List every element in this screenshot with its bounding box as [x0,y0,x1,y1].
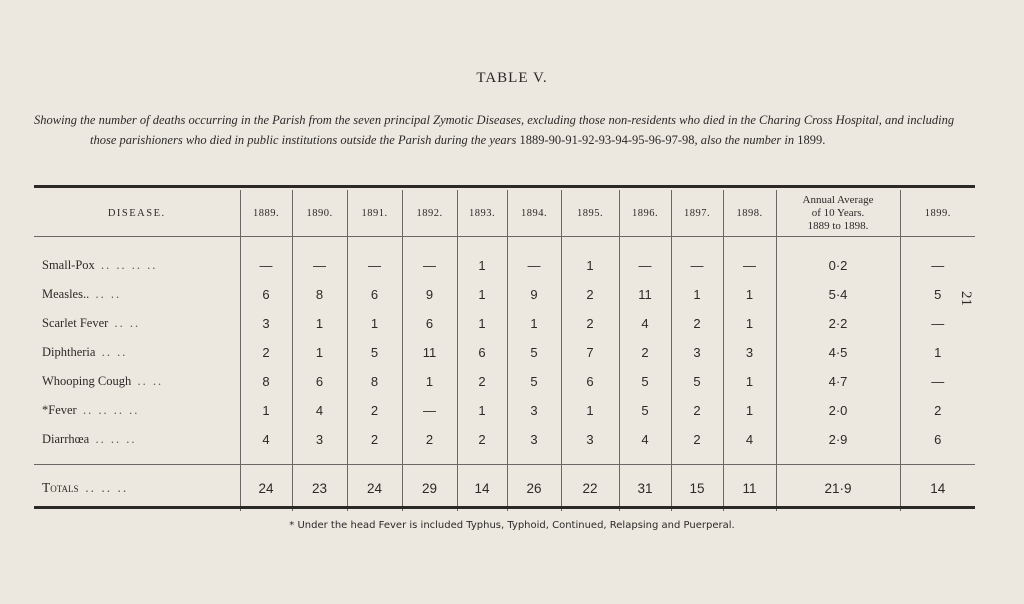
value-cell: — [900,367,975,396]
value-cell: — [900,251,975,280]
bottom-rule [34,506,975,509]
deaths-table [34,190,975,511]
disease-name-cell [34,367,240,396]
value-cell: 8 [292,280,347,309]
value-cell: 5 [900,280,975,309]
leader-dots: .. .. [137,374,164,388]
value-cell: 1 [900,338,975,367]
value-cell: 2 [671,309,723,338]
header-1898: 1898. [723,190,776,237]
value-cell: 2 [240,338,292,367]
header-1895: 1895. [561,190,619,237]
table-row [34,280,975,309]
value-cell: 4 [619,425,671,454]
value-cell: 6 [347,280,402,309]
value-cell: 21·9 [776,465,900,512]
value-cell: 1 [723,396,776,425]
value-cell: 15 [671,465,723,512]
leader-dots: .. .. .. .. [82,403,140,417]
caption-year-1899: 1899. [797,133,826,147]
value-cell: 2 [671,425,723,454]
value-cell: — [723,251,776,280]
value-cell: 3 [723,338,776,367]
value-cell: 1 [561,251,619,280]
value-cell: 22 [561,465,619,512]
table-row [34,309,975,338]
value-cell: 5 [671,367,723,396]
value-cell: 1 [292,309,347,338]
value-cell: 1 [457,280,507,309]
value-cell: — [347,251,402,280]
value-cell: 4·7 [776,367,900,396]
value-cell: 1 [347,309,402,338]
disease-name-cell [34,338,240,367]
value-cell: 3 [292,425,347,454]
value-cell: 1 [457,309,507,338]
value-cell: — [507,251,561,280]
value-cell: 14 [457,465,507,512]
page-number: 21 [958,291,974,306]
value-cell: — [402,396,457,425]
header-1896: 1896. [619,190,671,237]
value-cell: 8 [347,367,402,396]
value-cell: 1 [292,338,347,367]
disease-name: *Fever [42,403,77,417]
header-annual-average: Annual Average of 10 Years. 1889 to 1898. [776,190,900,237]
caption-years-label: years [489,133,517,147]
disease-name: Whooping Cough [42,374,132,388]
leader-dots: .. .. .. [95,432,137,446]
value-cell: 9 [402,280,457,309]
value-cell: 1 [507,309,561,338]
value-cell: 1 [723,367,776,396]
value-cell: 5 [347,338,402,367]
disease-name: Totals [42,480,79,495]
leader-dots: .. .. [95,287,122,301]
header-row [34,190,975,237]
disease-name-cell [34,465,240,512]
caption-line-2: the Charing Cross Hospital, and including those parishioners who died in public institutions outside the Parish during the [90,113,955,147]
table-caption [34,110,964,150]
value-cell: — [292,251,347,280]
leader-dots: .. .. [101,345,128,359]
value-cell: 2 [561,309,619,338]
value-cell: 1 [402,367,457,396]
value-cell: 11 [619,280,671,309]
value-cell: 2·2 [776,309,900,338]
disease-name-cell [34,251,240,280]
disease-name-cell [34,396,240,425]
value-cell: 2 [671,396,723,425]
table-row [34,367,975,396]
value-cell: 9 [507,280,561,309]
value-cell: 2·0 [776,396,900,425]
value-cell: 4 [619,309,671,338]
header-1890: 1890. [292,190,347,237]
value-cell: 29 [402,465,457,512]
value-cell: 8 [240,367,292,396]
value-cell: 4 [723,425,776,454]
leader-dots: .. .. .. [85,480,129,495]
value-cell: 6 [240,280,292,309]
header-1891: 1891. [347,190,402,237]
disease-name: Scarlet Fever [42,316,109,330]
value-cell: 5 [507,367,561,396]
value-cell: 14 [900,465,975,512]
value-cell: 31 [619,465,671,512]
value-cell: 24 [347,465,402,512]
value-cell: 1 [671,280,723,309]
value-cell: 4 [240,425,292,454]
value-cell: 4 [292,396,347,425]
table-row [34,396,975,425]
caption-years: 1889-90-91-92-93-94-95-96-97-98, [519,133,698,147]
value-cell: 3 [671,338,723,367]
footnote: * Under the head Fever is included Typhus, Typhoid, Continued, Relapsing and Puerperal. [289,520,735,531]
disease-name: Measles.. [42,287,90,301]
value-cell: 1 [723,309,776,338]
value-cell: 2 [457,367,507,396]
value-cell: 5·4 [776,280,900,309]
value-cell: 2 [561,280,619,309]
value-cell: 4·5 [776,338,900,367]
value-cell: 5 [619,396,671,425]
header-1894: 1894. [507,190,561,237]
value-cell: — [671,251,723,280]
value-cell: 2 [402,425,457,454]
table-row [34,425,975,454]
value-cell: 1 [457,396,507,425]
value-cell: 1 [561,396,619,425]
totals-row [34,465,975,512]
table-title: TABLE V. [476,70,548,86]
value-cell: 24 [240,465,292,512]
caption-line-1: Showing the number of deaths occurring in the Parish from the seven principal Zymotic Diseases, excluding those non-residents who died in [34,113,738,127]
top-rule [34,185,975,188]
header-1892: 1892. [402,190,457,237]
value-cell: 6 [561,367,619,396]
header-1897: 1897. [671,190,723,237]
value-cell: 3 [240,309,292,338]
caption-also: also the number in [700,133,795,147]
value-cell: — [240,251,292,280]
header-1899: 1899. [900,190,975,237]
value-cell: 3 [507,396,561,425]
disease-name: Small-Pox [42,258,95,272]
value-cell: 11 [402,338,457,367]
value-cell: 1 [457,251,507,280]
value-cell: 6 [900,425,975,454]
value-cell: 3 [561,425,619,454]
value-cell: 11 [723,465,776,512]
value-cell: 2 [457,425,507,454]
leader-dots: .. .. [114,316,141,330]
value-cell: 6 [292,367,347,396]
value-cell: 1 [240,396,292,425]
table-row [34,251,975,280]
value-cell: 26 [507,465,561,512]
value-cell: 2 [900,396,975,425]
value-cell: 23 [292,465,347,512]
value-cell: 7 [561,338,619,367]
disease-name-cell [34,425,240,454]
value-cell: 6 [402,309,457,338]
value-cell: — [402,251,457,280]
value-cell: 2 [619,338,671,367]
header-disease: DISEASE. [107,207,166,219]
header-1893: 1893. [457,190,507,237]
value-cell: 2 [347,396,402,425]
value-cell: 2 [347,425,402,454]
disease-name: Diphtheria [42,345,96,359]
value-cell: 1 [723,280,776,309]
header-1889: 1889. [240,190,292,237]
value-cell: — [619,251,671,280]
disease-name-cell [34,280,240,309]
disease-name-cell [34,309,240,338]
value-cell: 6 [457,338,507,367]
disease-name: Diarrhœa [42,432,90,446]
value-cell: — [900,309,975,338]
value-cell: 5 [507,338,561,367]
value-cell: 3 [507,425,561,454]
leader-dots: .. .. .. .. [101,258,158,272]
value-cell: 0·2 [776,251,900,280]
value-cell: 2·9 [776,425,900,454]
table-row [34,338,975,367]
value-cell: 5 [619,367,671,396]
